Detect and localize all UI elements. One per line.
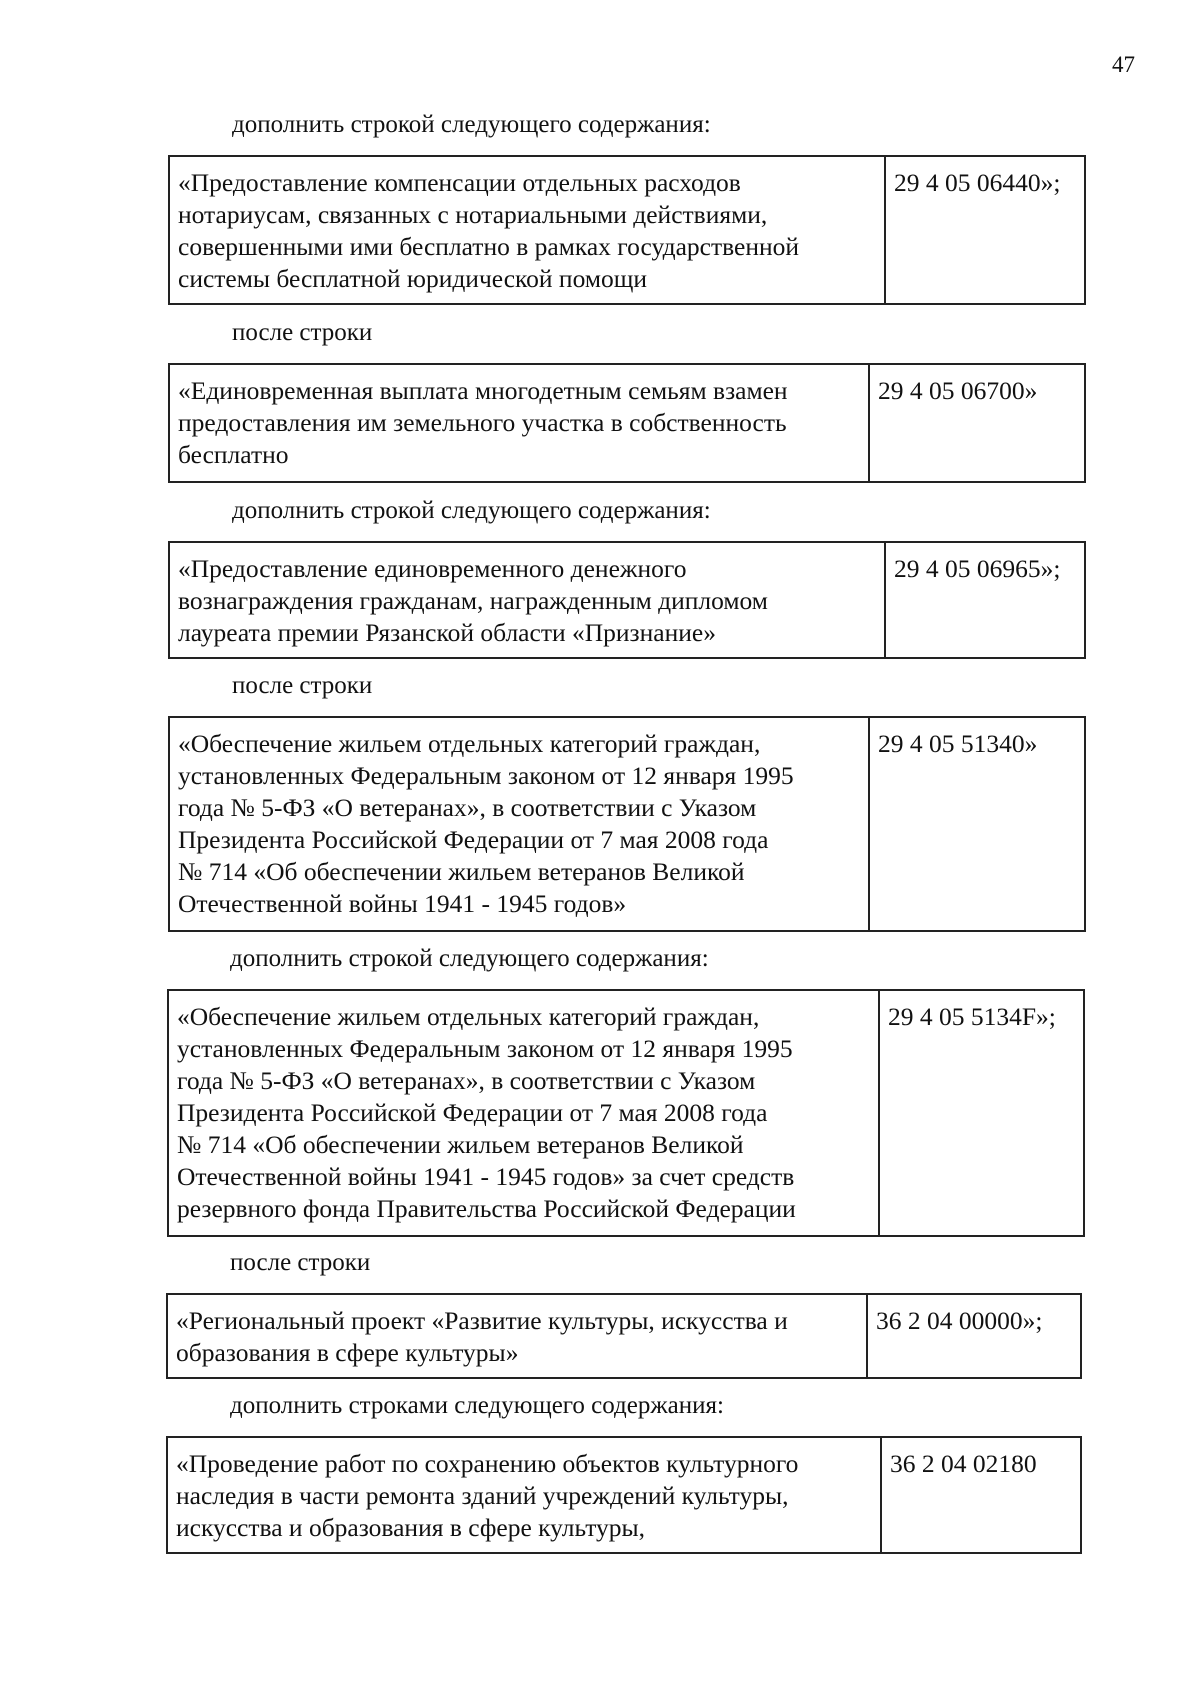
instruction-label: дополнить строкой следующего содержания: [230,945,709,972]
instruction-label: дополнить строкой следующего содержания: [232,111,711,138]
entry-description: «Региональный проект «Развитие культуры, искусства и образования в сфере культуры» [167,1294,867,1378]
entry-table [168,716,1086,932]
entry-code: 29 4 05 5134F»; [879,990,1084,1236]
entry-table [168,363,1086,483]
instruction-label: дополнить строкой следующего содержания: [232,497,711,524]
table-row [169,542,1085,658]
entry-code: 29 4 05 06700» [869,364,1085,482]
table-row [169,717,1085,931]
table-row [168,990,1084,1236]
entry-table [166,1436,1082,1554]
page-number: 47 [1112,52,1135,77]
entry-table [168,541,1086,659]
entry-description: «Обеспечение жильем отдельных категорий граждан, установленных Федеральным законом от 12 января 1995 года № 5-ФЗ «О ветеранах», в соответствии с Указом Президента Российской Федерации от 7 мая 2008 года № 714 «Об обеспечении жильем ветеранов Великой Отечественной войны 1941 - 1945 годов» [169,717,869,931]
table-row [167,1437,1081,1553]
table-row [169,364,1085,482]
instruction-label: после строки [232,672,373,699]
entry-description: «Предоставление единовременного денежного вознаграждения гражданам, награжденным дипломом лауреата премии Рязанской области «Признание» [169,542,885,658]
instruction-label: после строки [230,1249,371,1276]
entry-code: 29 4 05 06440»; [885,156,1085,304]
instruction-label: после строки [232,319,373,346]
entry-table [167,989,1085,1237]
table-row [169,156,1085,304]
entry-description: «Единовременная выплата многодетным семьям взамен предоставления им земельного участка в собственность бесплатно [169,364,869,482]
table-row [167,1294,1081,1378]
entry-description: «Предоставление компенсации отдельных расходов нотариусам, связанных с нотариальными действиями, совершенными ими бесплатно в рамках государственной системы бесплатной юридической помощи [169,156,885,304]
entry-description: «Обеспечение жильем отдельных категорий граждан, установленных Федеральным законом от 12 января 1995 года № 5-ФЗ «О ветеранах», в соответствии с Указом Президента Российской Федерации от 7 мая 2008 года № 714 «Об обеспечении жильем ветеранов Великой Отечественной войны 1941 - 1945 годов» за счет средств резервного фонда Правительства Российской Федерации [168,990,879,1236]
instruction-label: дополнить строками следующего содержания: [230,1392,724,1419]
entry-code: 36 2 04 02180 [881,1437,1081,1553]
entry-table [168,155,1086,305]
entry-code: 29 4 05 51340» [869,717,1085,931]
entry-description: «Проведение работ по сохранению объектов культурного наследия в части ремонта зданий учреждений культуры, искусства и образования в сфере культуры, [167,1437,881,1553]
entry-code: 29 4 05 06965»; [885,542,1085,658]
entry-code: 36 2 04 00000»; [867,1294,1081,1378]
entry-table [166,1293,1082,1379]
